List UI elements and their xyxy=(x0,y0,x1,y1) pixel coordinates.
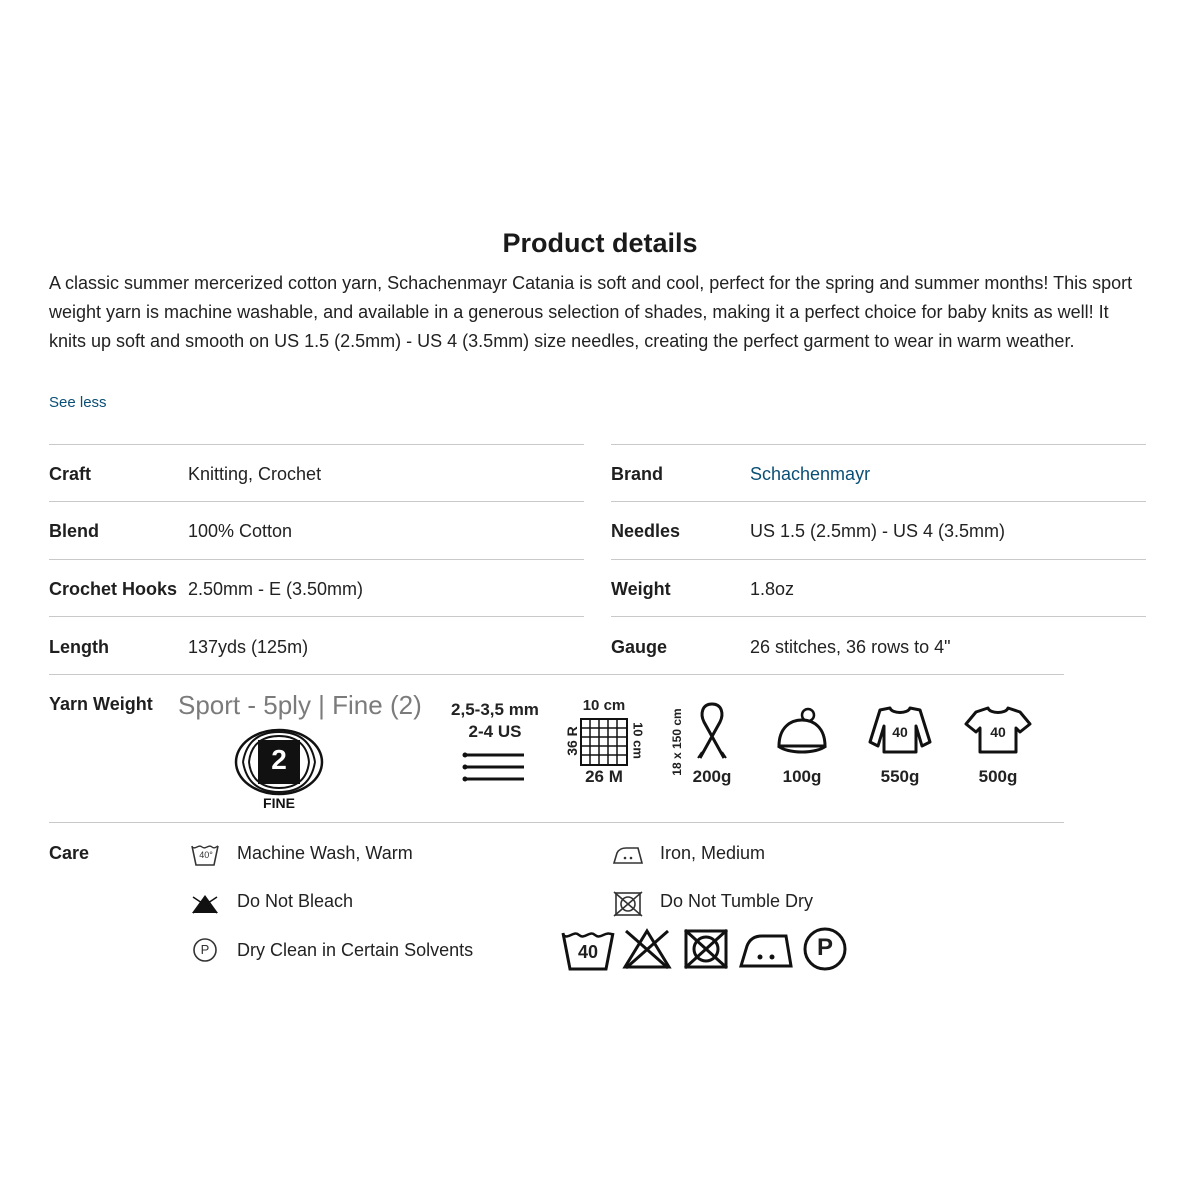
spec-label-gauge: Gauge xyxy=(611,637,668,657)
gauge-grid-icon xyxy=(580,718,628,766)
spec-value-crochet-hooks: 2.50mm - E (3.50mm) xyxy=(188,579,364,599)
spec-label-weight: Weight xyxy=(611,579,671,599)
tshirt-size: 40 xyxy=(990,724,1006,740)
yarn-weight-badge-label: FINE xyxy=(263,795,295,811)
needle-size-us: 2-4 US xyxy=(468,722,522,741)
do-not-tumble-dry-icon xyxy=(612,891,644,917)
sweater-size: 40 xyxy=(892,724,908,740)
tshirt-amount: 500g xyxy=(978,767,1018,786)
do-not-bleach-icon xyxy=(190,893,220,915)
spec-value-length: 137yds (125m) xyxy=(188,637,309,657)
gauge-width: 10 cm xyxy=(582,697,626,714)
spec-value-needles: US 1.5 (2.5mm) - US 4 (3.5mm) xyxy=(750,521,1006,541)
divider xyxy=(49,501,584,502)
page-title: Product details xyxy=(502,228,698,258)
spec-value-blend: 100% Cotton xyxy=(188,521,293,541)
brand-link[interactable]: Schachenmayr xyxy=(750,464,871,484)
divider xyxy=(49,559,584,560)
care-wash-text: Machine Wash, Warm xyxy=(237,843,413,863)
care-label: Care xyxy=(49,843,90,863)
gauge-stitches: 26 M xyxy=(585,767,623,786)
divider xyxy=(611,444,1146,445)
knitting-needles-icon xyxy=(462,749,528,785)
iron-medium-large-icon xyxy=(738,930,794,970)
divider xyxy=(49,616,584,617)
divider xyxy=(611,501,1146,502)
do-not-bleach-large-icon xyxy=(622,928,672,970)
dry-clean-letter-small: P xyxy=(200,942,210,957)
care-bleach-text: Do Not Bleach xyxy=(237,891,354,911)
yarn-weight-value: Sport - 5ply | Fine (2) xyxy=(178,690,422,720)
divider xyxy=(49,822,1064,823)
see-less-link[interactable]: See less xyxy=(49,394,107,411)
spec-label-needles: Needles xyxy=(611,521,681,541)
gauge-height: 10 cm xyxy=(630,722,646,759)
divider xyxy=(49,444,584,445)
spec-label-brand: Brand xyxy=(611,464,664,484)
spec-value-weight: 1.8oz xyxy=(750,579,795,599)
product-description: A classic summer mercerized cotton yarn, Schachenmayr Catania is soft and cool, perfect for the spring and summer months! This sport weight yarn is machine washable, and available in a generous selection of shades, making it a perfect choice for baby knits as well! It knits up soft and smooth on US 1.5 (2.5mm) - US 4 (3.5mm) size needles, creating the perfect garment to wear in warm weather. xyxy=(49,273,1133,351)
wash-temp-small: 40° xyxy=(199,850,213,860)
hat-icon xyxy=(774,706,830,758)
dry-clean-letter-large: P xyxy=(816,934,833,961)
scarf-icon xyxy=(692,700,732,762)
care-dryclean-text: Dry Clean in Certain Solvents xyxy=(237,940,474,960)
sweater-amount: 550g xyxy=(880,767,920,786)
yarn-weight-label: Yarn Weight xyxy=(49,694,153,714)
yarn-weight-number: 2 xyxy=(271,744,287,775)
gauge-rows: 36 R xyxy=(564,726,580,756)
scarf-amount: 200g xyxy=(692,767,732,786)
wash-temp-large: 40 xyxy=(577,942,599,962)
divider xyxy=(49,674,1064,675)
divider xyxy=(611,559,1146,560)
iron-medium-icon xyxy=(612,845,644,865)
do-not-tumble-dry-large-icon xyxy=(682,928,730,970)
spec-value-craft: Knitting, Crochet xyxy=(188,464,322,484)
care-tumble-text: Do Not Tumble Dry xyxy=(660,891,814,911)
spec-value-gauge: 26 stitches, 36 rows to 4" xyxy=(750,637,951,657)
scarf-size: 18 x 150 cm xyxy=(670,708,684,776)
spec-label-craft: Craft xyxy=(49,464,92,484)
needle-size-mm: 2,5-3,5 mm xyxy=(451,700,539,719)
spec-label-blend: Blend xyxy=(49,521,100,541)
care-iron-text: Iron, Medium xyxy=(660,843,766,863)
spec-label-crochet-hooks: Crochet Hooks xyxy=(49,579,178,599)
spec-label-length: Length xyxy=(49,637,109,657)
hat-amount: 100g xyxy=(782,767,822,786)
divider xyxy=(611,616,1146,617)
